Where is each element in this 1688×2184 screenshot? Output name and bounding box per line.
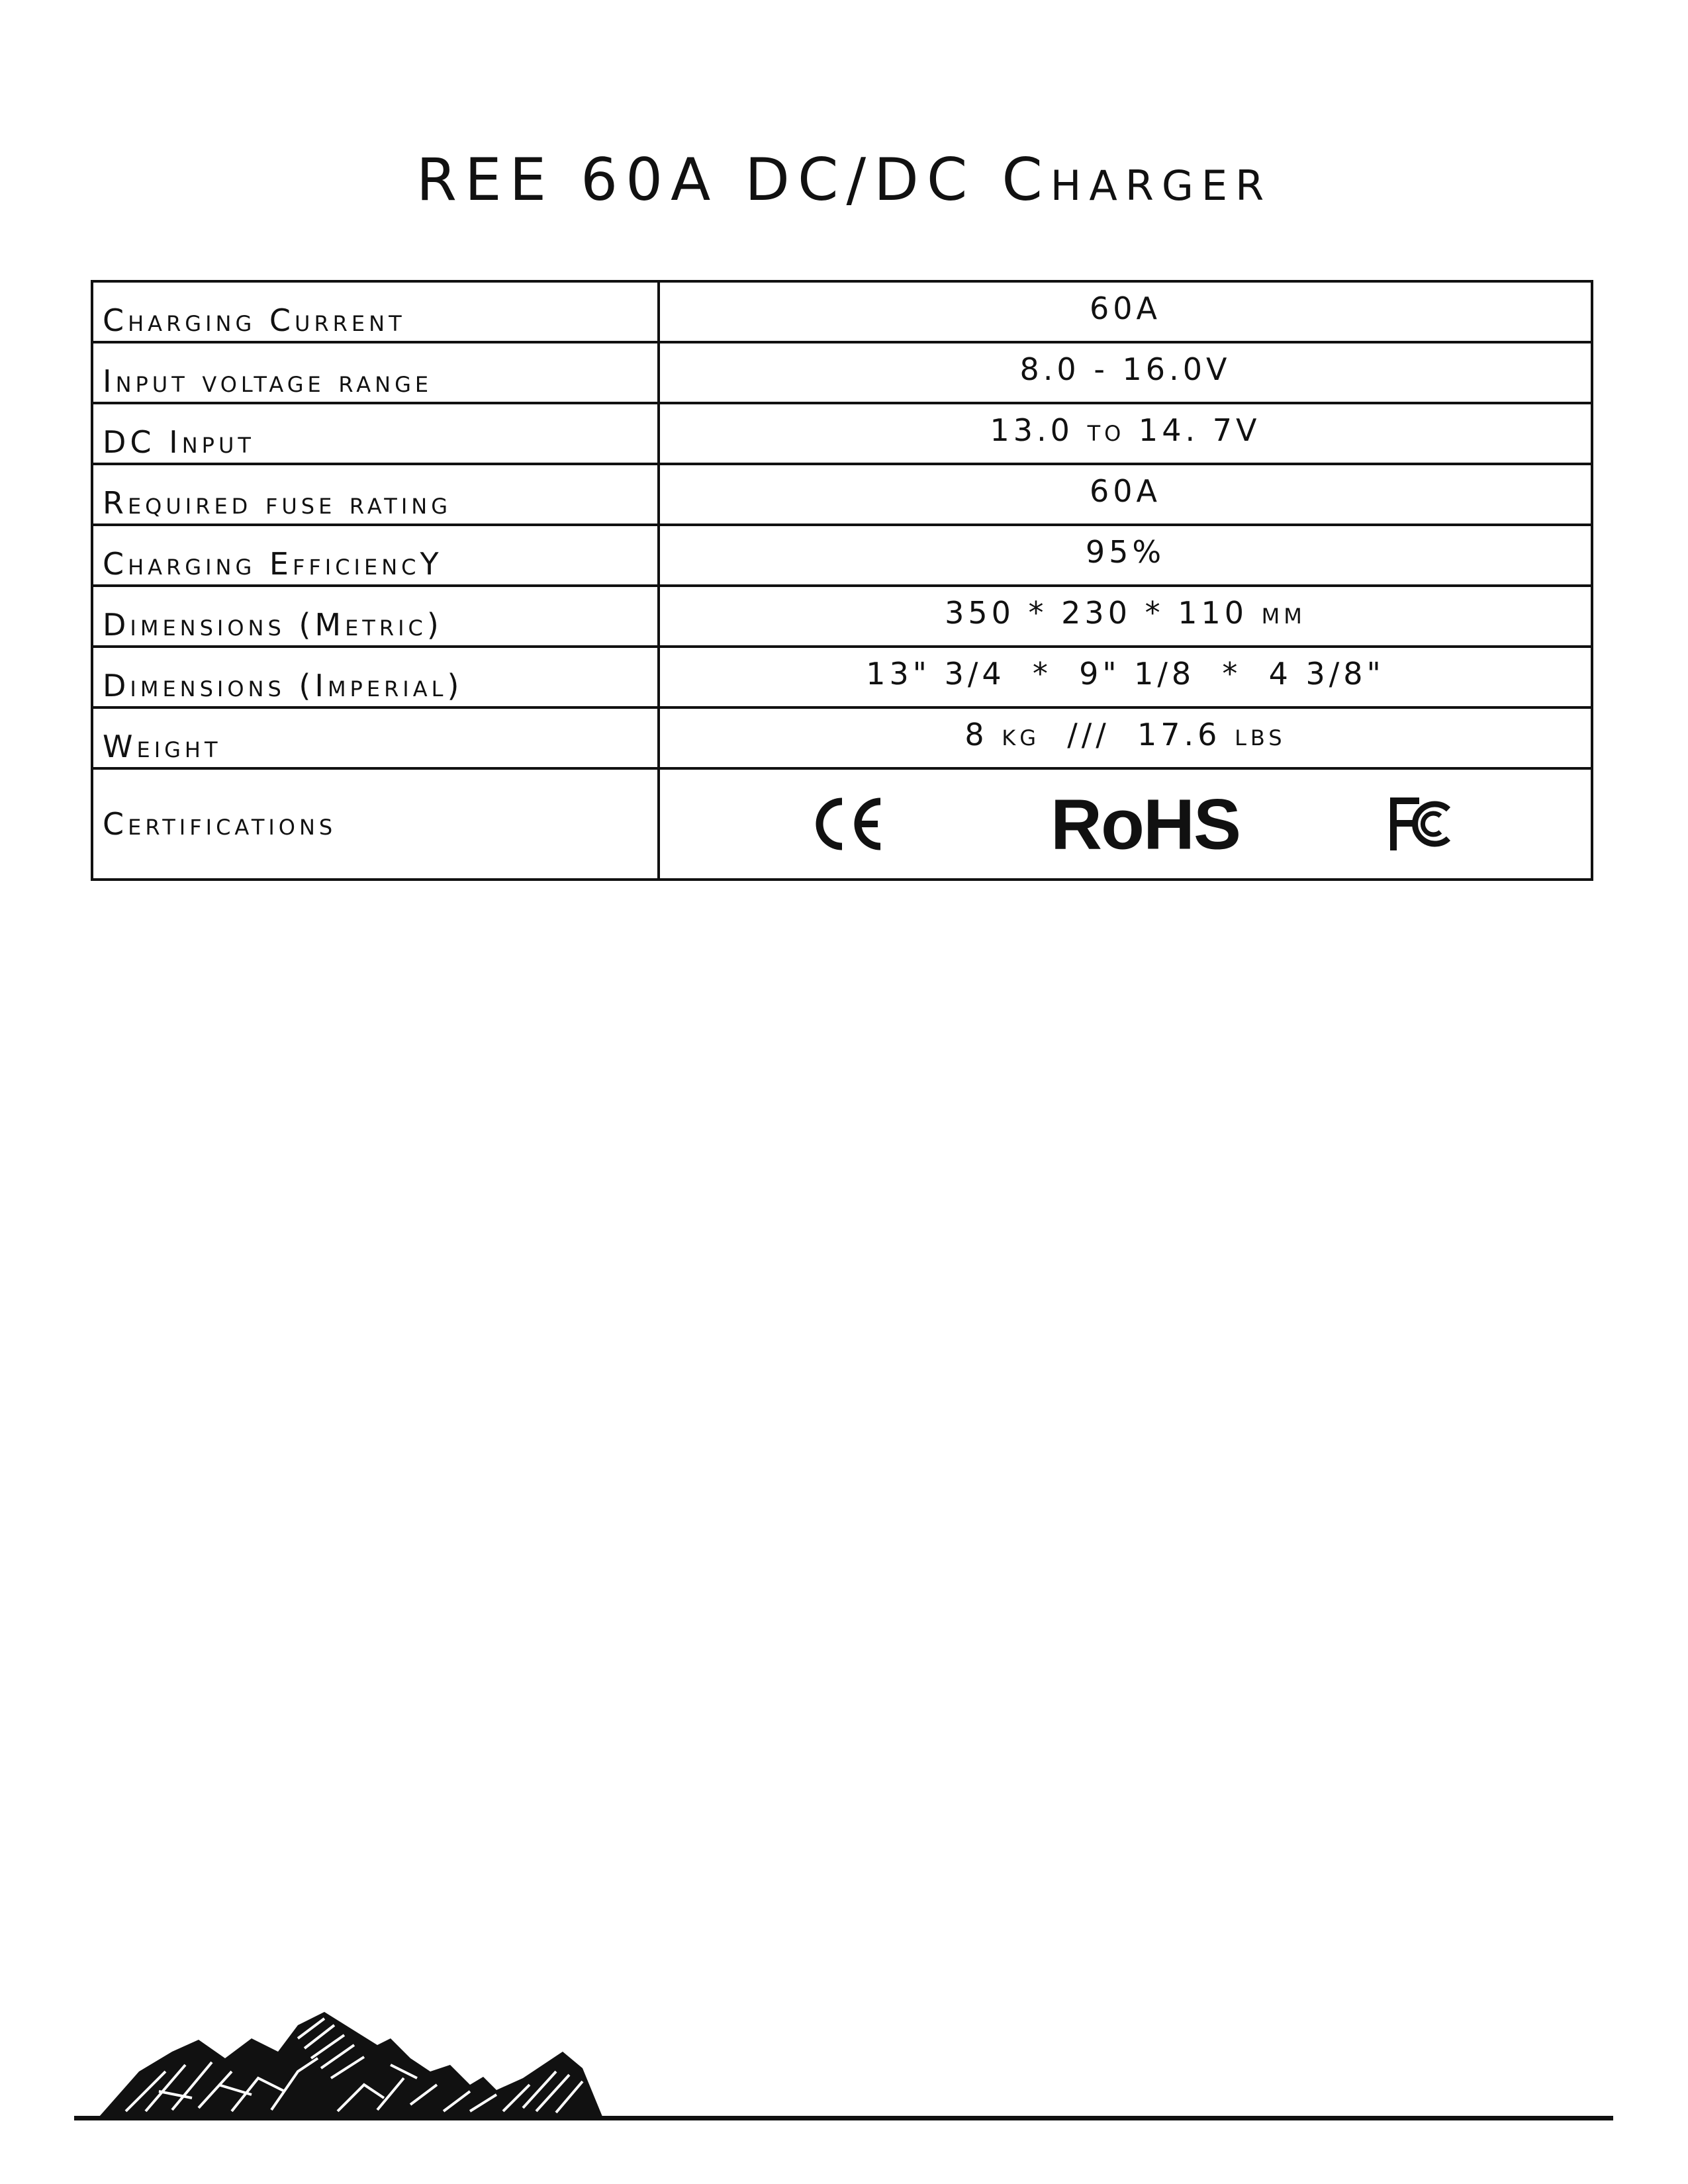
table-row (92, 707, 1592, 768)
table-row (92, 525, 1592, 586)
spec-label: Dimensions (Imperial) (92, 647, 659, 707)
spec-value: 60A (659, 281, 1592, 342)
certifications-label: Certifications (92, 768, 659, 880)
table-row (92, 403, 1592, 464)
table-row (92, 281, 1592, 342)
footer-rule (74, 2116, 1613, 2120)
spec-value: 95% (659, 525, 1592, 586)
table-row (92, 342, 1592, 403)
rohs-mark: RoHS (1051, 784, 1240, 864)
spec-label: Charging EfficiencY (92, 525, 659, 586)
spec-label: Charging Current (92, 281, 659, 342)
spec-value: 350 * 230 * 110 mm (659, 586, 1592, 647)
certifications-row (92, 768, 1592, 880)
spec-value: 8.0 - 16.0V (659, 342, 1592, 403)
spec-label: DC Input (92, 403, 659, 464)
table-row (92, 464, 1592, 525)
spec-table (91, 280, 1593, 881)
certification-marks (660, 770, 1591, 878)
spec-label: Dimensions (Metric) (92, 586, 659, 647)
spec-value: 8 kg /// 17.6 lbs (659, 707, 1592, 768)
spec-value: 13" 3/4 * 9" 1/8 * 4 3/8" (659, 647, 1592, 707)
fcc-mark-icon (1385, 794, 1458, 854)
mountain-logo-icon (99, 1999, 602, 2118)
certifications-cell (659, 768, 1592, 880)
spec-value: 60A (659, 464, 1592, 525)
spec-label: Input voltage range (92, 342, 659, 403)
table-row (92, 586, 1592, 647)
spec-value: 13.0 to 14. 7V (659, 403, 1592, 464)
spec-label: Required fuse rating (92, 464, 659, 525)
table-row (92, 647, 1592, 707)
page-title: REE 60A DC/DC Charger (416, 146, 1272, 214)
spec-label: Weight (92, 707, 659, 768)
ce-mark-icon (812, 796, 886, 852)
